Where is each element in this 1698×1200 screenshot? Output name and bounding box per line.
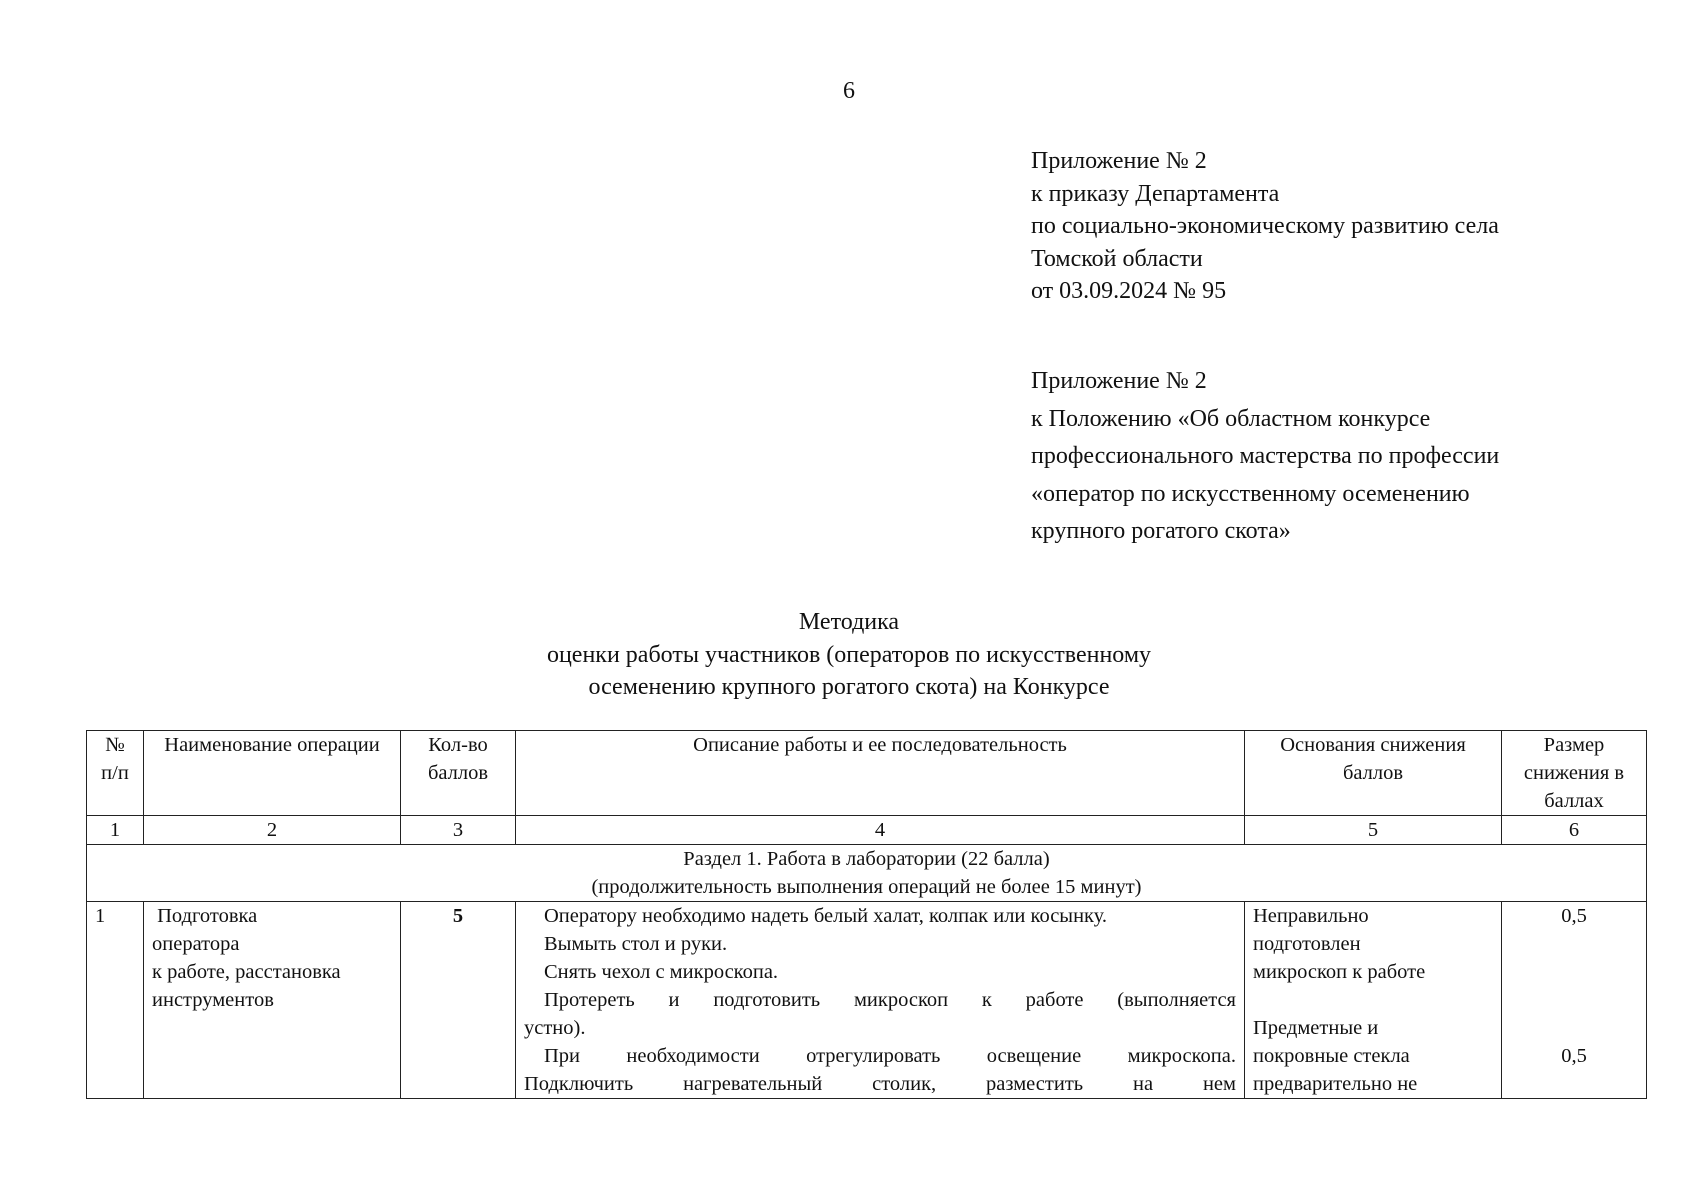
header-num: № п/п (87, 731, 144, 816)
header-reduction: Размер снижения в баллах (1502, 731, 1647, 816)
appendix-regulation-line: к Положению «Об областном конкурсе (1031, 405, 1431, 432)
title-line: осеменению крупного рогатого скота) на Конкурсе (588, 674, 1110, 700)
header-points: Кол-во баллов (401, 731, 516, 816)
description-line: Вымыть стол и руки. (544, 933, 728, 955)
page-number: 6 (843, 78, 855, 104)
column-number: 5 (1245, 816, 1502, 845)
column-number: 2 (144, 816, 401, 845)
operation-name-line: Подготовка (152, 905, 258, 927)
reason-line: покровные стекла (1253, 1045, 1410, 1067)
description-line: Снять чехол с микроскопа. (544, 961, 779, 983)
description-line: При необходимости отрегулировать освещение микроскопа. (544, 1045, 1236, 1067)
reason-line: Неправильно (1253, 905, 1369, 927)
reason-line: Предметные и (1253, 1017, 1379, 1039)
description-line: Оператору необходимо надеть белый халат, колпак или косынку. (544, 905, 1108, 927)
header-name: Наименование операции (144, 731, 401, 816)
appendix-regulation-line: «оператор по искусственному осеменению (1031, 480, 1470, 507)
row-operation-name (144, 902, 401, 1099)
section-row (87, 845, 1647, 902)
appendix-regulation-line: крупного рогатого скота» (1031, 518, 1291, 544)
operation-name-line: к работе, расстановка (152, 961, 341, 983)
reason-spacer (1253, 986, 1493, 1014)
header-description: Описание работы и ее последовательность (516, 731, 1245, 816)
table-header-row (87, 731, 1647, 816)
reason-line: микроскоп к работе (1253, 961, 1426, 983)
appendix-regulation-line: профессионального мастерства по профессии (1031, 443, 1500, 469)
header-reasons: Основания снижения баллов (1245, 731, 1502, 816)
row-description (516, 902, 1245, 1099)
row-points: 5 (401, 902, 516, 1099)
reduction-spacer (1510, 958, 1638, 986)
operation-name-line: инструментов (152, 989, 274, 1011)
appendix-regulation-line: Приложение № 2 (1031, 368, 1207, 394)
reduction-spacer (1510, 930, 1638, 958)
table-row (87, 902, 1647, 1099)
row-num: 1 (87, 902, 144, 1099)
appendix-order-line: Томской области (1031, 245, 1203, 272)
column-number-row (87, 816, 1647, 845)
reason-line: предварительно не (1253, 1073, 1418, 1095)
reason-line: подготовлен (1253, 933, 1361, 955)
description-line: устно). (524, 1017, 586, 1039)
section-duration: (продолжительность выполнения операций не более 15 минут) (591, 876, 1142, 898)
column-number: 3 (401, 816, 516, 845)
reduction-spacer (1510, 986, 1638, 1014)
appendix-regulation-block (1031, 363, 1499, 551)
section-heading (87, 845, 1647, 902)
column-number: 4 (516, 816, 1245, 845)
title-line: оценки работы участников (операторов по искусственному (546, 641, 1152, 668)
appendix-order-line: к приказу Департамента (1031, 180, 1280, 207)
reduction-spacer (1510, 1014, 1638, 1042)
document-title (0, 606, 1698, 704)
reduction-value: 0,5 (1561, 905, 1587, 927)
appendix-order-block (1031, 145, 1499, 308)
description-line: Протереть и подготовить микроскоп к работе (выполняется (544, 989, 1236, 1011)
description-line: Подключить нагревательный столик, разместить на нем (524, 1073, 1236, 1095)
evaluation-table (86, 730, 1647, 1099)
row-reductions (1502, 902, 1647, 1099)
row-reasons (1245, 902, 1502, 1099)
column-number: 1 (87, 816, 144, 845)
operation-name-line: оператора (152, 933, 240, 955)
appendix-order-line: от 03.09.2024 № 95 (1031, 278, 1227, 304)
appendix-order-line: Приложение № 2 (1031, 148, 1207, 174)
section-title: Раздел 1. Работа в лаборатории (22 балла) (683, 848, 1050, 870)
reduction-value: 0,5 (1561, 1045, 1587, 1067)
column-number: 6 (1502, 816, 1647, 845)
title-line: Методика (798, 609, 900, 635)
appendix-order-line: по социально-экономическому развитию села (1031, 213, 1499, 239)
